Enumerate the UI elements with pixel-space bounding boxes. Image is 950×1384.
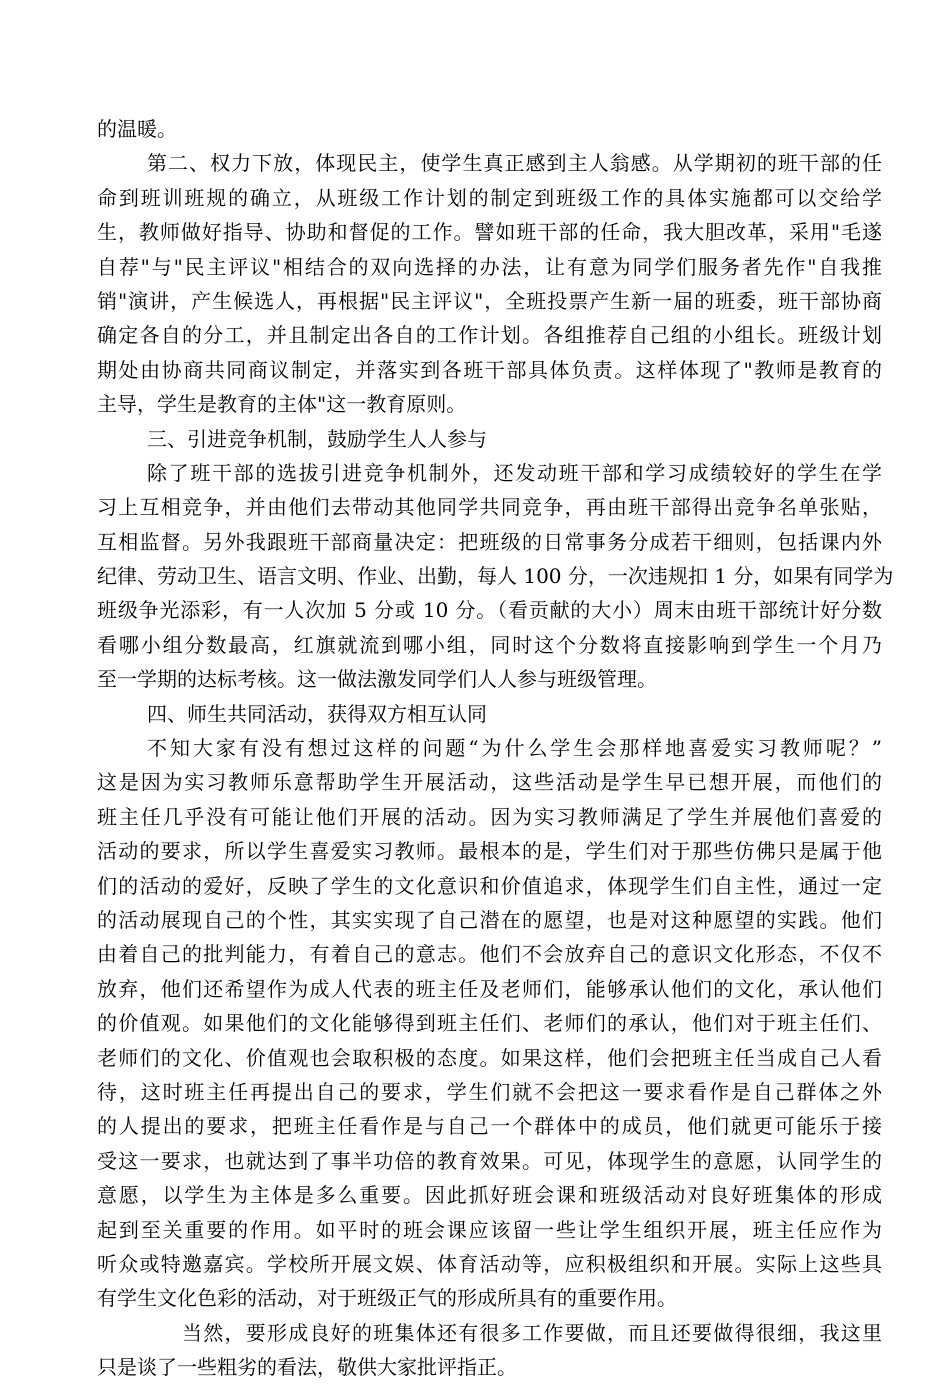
text-line: 起到至关重要的作用。如平时的班会课应该留一些让学生组织开展，班主任应作为: [97, 1217, 882, 1242]
text-line: 不知大家有没有想过这样的问题“为什么学生会那样地喜爱实习教师呢？”: [147, 736, 882, 761]
text-line: 至一学期的达标考核。这一做法激发同学们人人参与班级管理。: [97, 667, 657, 692]
text-line: 听众或特邀嘉宾。学校所开展文娱、体育活动等，应积极组织和开展。实际上这些具: [97, 1251, 882, 1276]
text-line: 这是因为实习教师乐意帮助学生开展活动，这些活动是学生早已想开展，而他们的: [97, 770, 882, 795]
text-line: 意愿，以学生为主体是多么重要。因此抓好班会课和班级活动对良好班集体的形成: [97, 1183, 882, 1208]
text-line: 看哪小组分数最高，红旗就流到哪小组，同时这个分数将直接影响到学生一个月乃: [97, 632, 882, 657]
text-line: 们的活动的爱好，反映了学生的文化意识和价值追求，体现学生们自主性，通过一定: [97, 873, 882, 898]
text-line: 主导，学生是教育的主体"这一教育原则。: [97, 392, 467, 417]
text-line: 班主任几乎没有可能让他们开展的活动。因为实习教师满足了学生并展他们喜爱的: [97, 804, 882, 829]
text-line: 由着自己的批判能力，有着自己的意志。他们不会放弃自己的意识文化形态，不仅不: [97, 942, 882, 967]
text-line: 的温暖。: [97, 117, 177, 141]
text-line: 的活动展现自己的个性，其实实现了自己潜在的愿望，也是对这种愿望的实践。他们: [97, 907, 882, 932]
section-heading-4: 四、师生共同活动，获得双方相互认同: [147, 701, 487, 726]
closing-paragraph: 当然，要形成良好的班集体还有很多工作要做，而且还要做得很细，我这里: [182, 1320, 882, 1345]
text-line: 命到班训班规的确立，从班级工作计划的制定到班级工作的具体实施都可以交给学: [97, 185, 882, 210]
text-line: 的人提出的要求，把班主任看作是与自己一个群体中的成员，他们就更可能乐于接: [97, 1114, 882, 1139]
text-line: 习上互相竞争，并由他们去带动其他同学共同竞争，再由班干部得出竞争名单张贴，: [97, 495, 882, 520]
text-line: 自荐"与"民主评议"相结合的双向选择的办法，让有意为同学们服务者先作"自我推: [97, 254, 882, 279]
text-line: 互相监督。另外我跟班干部商量决定：把班级的日常事务分成若干细则，包括课内外: [97, 529, 882, 554]
text-line: 生，教师做好指导、协助和督促的工作。譬如班干部的任命，我大胆改革，采用"毛遂: [97, 220, 882, 245]
text-line: 受这一要求，也就达到了事半功倍的教育效果。可见，体现学生的意愿，认同学生的: [97, 1148, 882, 1173]
text-line: 放弃，他们还希望作为成人代表的班主任及老师们，能够承认他们的文化，承认他们: [97, 976, 882, 1001]
text-line: 只是谈了一些粗劣的看法，敬供大家批评指正。: [97, 1355, 517, 1380]
text-line: 销"演讲，产生候选人，再根据"民主评议"，全班投票产生新一届的班委，班干部协商: [97, 288, 882, 313]
text-line: 纪律、劳动卫生、语言文明、作业、出勤，每人 100 分，一次违规扣 1 分，如果有同学为: [97, 564, 894, 589]
text-line: 除了班干部的选拔引进竞争机制外，还发动班干部和学习成绩较好的学生在学: [147, 460, 882, 485]
text-line: 班级争光添彩，有一人次加 5 分或 10 分。（看贡献的大小）周末由班干部统计好分数: [97, 598, 882, 623]
text-line: 期处由协商共同商议制定，并落实到各班干部具体负责。这样体现了"教师是教育的: [97, 357, 882, 382]
section-heading-3: 三、引进竞争机制，鼓励学生人人参与: [147, 426, 487, 451]
paragraph-heading-2: 第二、权力下放，体现民主，使学生真正感到主人翁感。从学期初的班干部的任: [147, 151, 882, 176]
text-line: 待，这时班主任再提出自己的要求，学生们就不会把这一要求看作是自己群体之外: [97, 1079, 882, 1104]
document-body: [97, 112, 894, 1384]
text-line: 确定各自的分工，并且制定出各自的工作计划。各组推荐自己组的小组长。班级计划: [97, 323, 882, 348]
text-line: 的价值观。如果他们的文化能够得到班主任们、老师们的承认，他们对于班主任们、: [97, 1011, 882, 1036]
text-line: 活动的要求，所以学生喜爱实习教师。最根本的是，学生们对于那些仿佛只是属于他: [97, 839, 882, 864]
text-line: 有学生文化色彩的活动，对于班级正气的形成所具有的重要作用。: [97, 1286, 677, 1311]
text-line: 老师们的文化、价值观也会取积极的态度。如果这样，他们会把班主任当成自己人看: [97, 1045, 882, 1070]
